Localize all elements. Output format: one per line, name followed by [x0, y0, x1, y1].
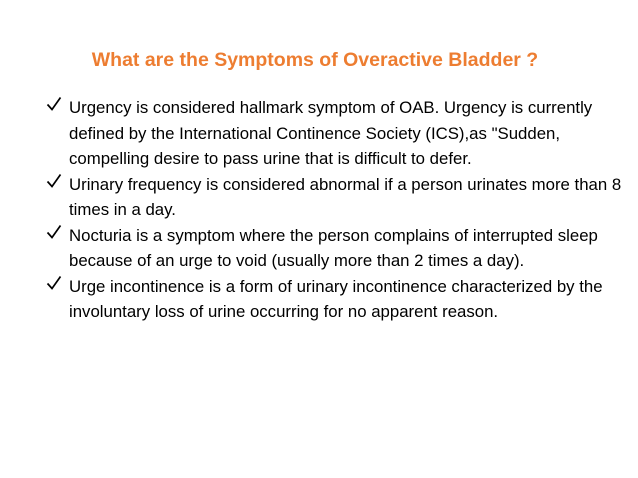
bullet-text: Urge incontinence is a form of urinary incontinence characterized by the involuntary loss of urine occurring for no apparent reason. [69, 276, 603, 321]
bullet-item [46, 274, 626, 325]
bullet-item [46, 95, 626, 172]
bullet-item [46, 223, 626, 274]
slide-title: What are the Symptoms of Overactive Bladder ? [91, 49, 539, 71]
checkmark-icon [46, 224, 62, 240]
checkmark-icon [46, 173, 62, 189]
checkmark-icon [46, 96, 62, 112]
bullet-text: Nocturia is a symptom where the person complains of interrupted sleep because of an urge to void (usually more than 2 times a day). [69, 225, 598, 270]
bullet-item [46, 172, 626, 223]
checkmark-icon [46, 275, 62, 291]
bullet-text: Urinary frequency is considered abnormal if a person urinates more than 8 times in a day. [69, 174, 622, 219]
bullet-text: Urgency is considered hallmark symptom of OAB. Urgency is currently defined by the International Continence Society (ICS),as "Sudden, compelling desire to pass urine that is difficult to defer. [69, 98, 593, 168]
symptom-list [46, 95, 626, 325]
